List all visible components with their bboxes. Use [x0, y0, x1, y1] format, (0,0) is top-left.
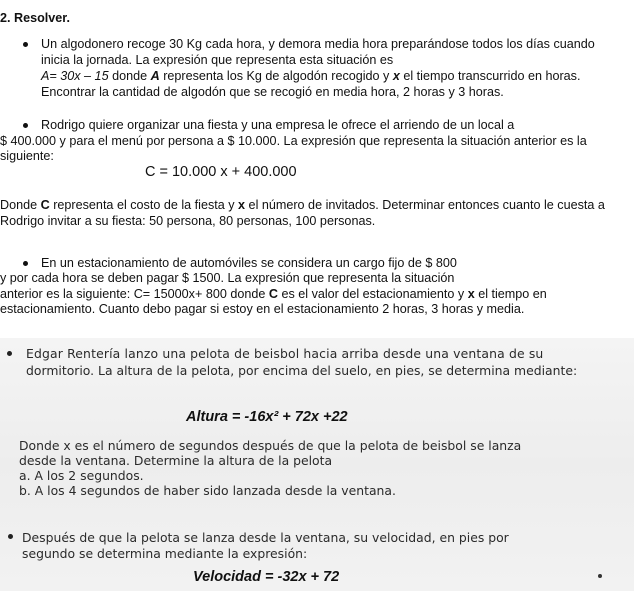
- problem-1-line-3: A= 30x – 15 donde A representa los Kg de algodón recogido y x el tiempo transcurrido en horas.: [41, 69, 581, 83]
- problem-1-line-4: Encontrar la cantidad de algodón que se recogió en media hora, 2 horas y 3 horas.: [41, 85, 504, 99]
- section-heading: 2. Resolver.: [0, 11, 71, 25]
- bullet-dot: [7, 351, 12, 356]
- problem-4-line-3: Donde x es el número de segundos después de que la pelota de beisbol se lanza: [19, 438, 522, 453]
- problem-1-line-1: Un algodonero recoge 30 Kg cada hora, y demora media hora preparándose todos los días cuando: [41, 37, 595, 51]
- problem-5-line-1: Después de que la pelota se lanza desde la ventana, su velocidad, en pies por: [22, 530, 509, 545]
- bullet-dot: [23, 261, 28, 266]
- height-formula: Altura = -16x² + 72x +22: [186, 409, 348, 425]
- velocity-formula: Velocidad = -32x + 72: [193, 569, 340, 585]
- problem-3-line-4: estacionamiento. Cuanto debo pagar si estoy en el estacionamiento 2 horas, 3 horas y media.: [0, 302, 525, 316]
- problem-3-line-3: anterior es la siguiente: C= 15000x+ 800 donde C es el valor del estacionamiento y x el tiempo en: [0, 287, 547, 301]
- problem-4-line-1: Edgar Rentería lanzo una pelota de beisbol hacia arriba desde una ventana de su: [26, 346, 544, 361]
- problem-2-line-4: Donde C representa el costo de la fiesta y x el número de invitados. Determinar entonces cuanto le cuesta a: [0, 198, 605, 212]
- problem-2-line-5: Rodrigo invitar a su fiesta: 50 persona, 80 personas, 100 personas.: [0, 214, 376, 228]
- party-formula: C = 10.000 x + 400.000: [145, 164, 297, 180]
- bullet-dot: [8, 534, 13, 539]
- problem-4-item-a: a. A los 2 segundos.: [19, 468, 144, 483]
- problem-4-line-2: dormitorio. La altura de la pelota, por encima del suelo, en pies, se determina mediante:: [26, 363, 578, 378]
- problem-2-line-1: Rodrigo quiere organizar una fiesta y una empresa le ofrece el arriendo de un local a: [41, 118, 515, 132]
- problem-4-line-4: desde la ventana. Determine la altura de la pelota: [19, 453, 333, 468]
- problem-4-item-b: b. A los 4 segundos de haber sido lanzada desde la ventana.: [19, 483, 396, 498]
- problem-5-line-2: segundo se determina mediante la expresión:: [22, 546, 308, 561]
- problem-1-line-2: inicia la jornada. La expresión que representa esta situación es: [41, 53, 394, 67]
- bullet-dot: [23, 42, 28, 47]
- cotton-formula: A= 30x – 15: [41, 69, 109, 83]
- problem-3-line-2: y por cada hora se deben pagar $ 1500. La expresión que representa la situación: [0, 271, 455, 285]
- problem-2-line-2: $ 400.000 y para el menú por persona a $ 10.000. La expresión que representa la situación anterior es la: [0, 134, 587, 148]
- stray-mark: [598, 574, 602, 578]
- problem-3-line-1: En un estacionamiento de automóviles se considera un cargo fijo de $ 800: [41, 256, 457, 270]
- bullet-dot: [23, 123, 28, 128]
- problem-2-line-3: siguiente:: [0, 149, 54, 163]
